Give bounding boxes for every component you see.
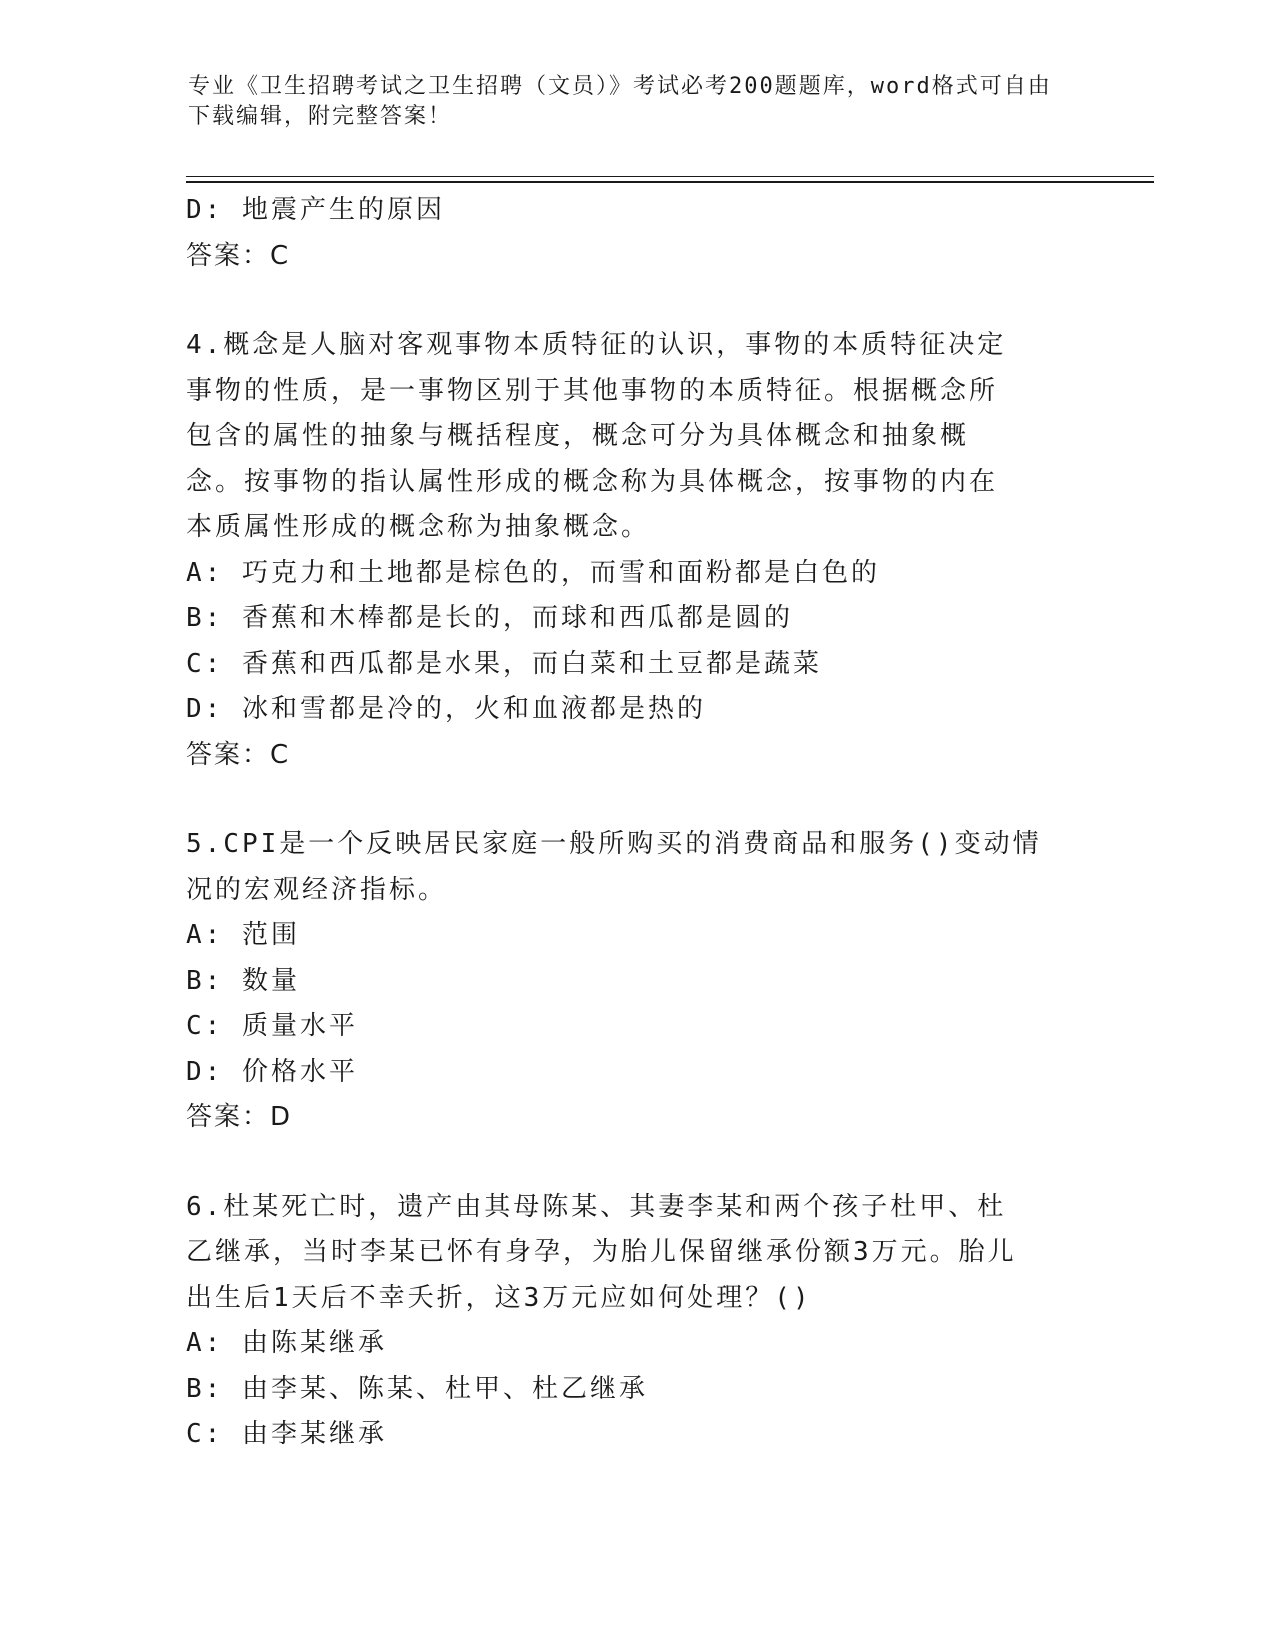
option-c: C: 香蕉和西瓜都是水果，而白菜和土豆都是蔬菜 [186, 648, 822, 679]
answer-line: 答案：C [186, 739, 291, 770]
question-6 [186, 1185, 1086, 1458]
option-a: A: 由陈某继承 [186, 1328, 387, 1358]
option-c: C: 质量水平 [186, 1011, 358, 1041]
spacer [186, 279, 1086, 323]
option-d: D: 价格水平 [186, 1056, 358, 1087]
option-b: B: 香蕉和木棒都是长的，而球和西瓜都是圆的 [186, 603, 793, 633]
question-stem: 4.概念是人脑对客观事物本质特征的认识，事物的本质特征决定事物的性质，是一事物区别于其他事物的本质特征。根据概念所包含的属性的抽象与概括程度，概念可分为具体概念和抽象概念。按事物的指认属性形成的概念称为具体概念，按事物的内在本质属性形成的概念称为抽象概念。 [186, 330, 1007, 542]
option-b: B: 由李某、陈某、杜甲、杜乙继承 [186, 1373, 648, 1404]
option-d: D: 地震产生的原因 [186, 195, 445, 225]
question-4 [186, 323, 1086, 778]
spacer [186, 1141, 1086, 1185]
answer-line: 答案：D [186, 1102, 293, 1132]
question-stem: 6.杜某死亡时，遗产由其母陈某、其妻李某和两个孩子杜甲、杜乙继承，当时李某已怀有身孕，为胎儿保留继承份额3万元。胎儿出生后1天后不幸夭折，这3万元应如何处理？() [186, 1191, 1017, 1313]
header-rule-thin [186, 176, 1154, 177]
option-b: B: 数量 [186, 965, 300, 996]
header-rule-thick [186, 181, 1154, 183]
question-stem: 5.CPI是一个反映居民家庭一般所购买的消费商品和服务()变动情况的宏观经济指标。 [186, 829, 1042, 905]
question-5 [186, 822, 1086, 1141]
document-body [186, 188, 1086, 1458]
option-d: D: 冰和雪都是冷的，火和血液都是热的 [186, 694, 706, 724]
document-header: 专业《卫生招聘考试之卫生招聘（文员）》考试必考200题题库，word格式可自由下载编辑，附完整答案！ [188, 74, 1052, 129]
option-a: A: 巧克力和土地都是棕色的，而雪和面粉都是白色的 [186, 557, 880, 588]
answer-line: 答案：C [186, 240, 291, 271]
option-a: A: 范围 [186, 920, 300, 950]
option-c: C: 由李某继承 [186, 1419, 387, 1449]
spacer [186, 778, 1086, 822]
